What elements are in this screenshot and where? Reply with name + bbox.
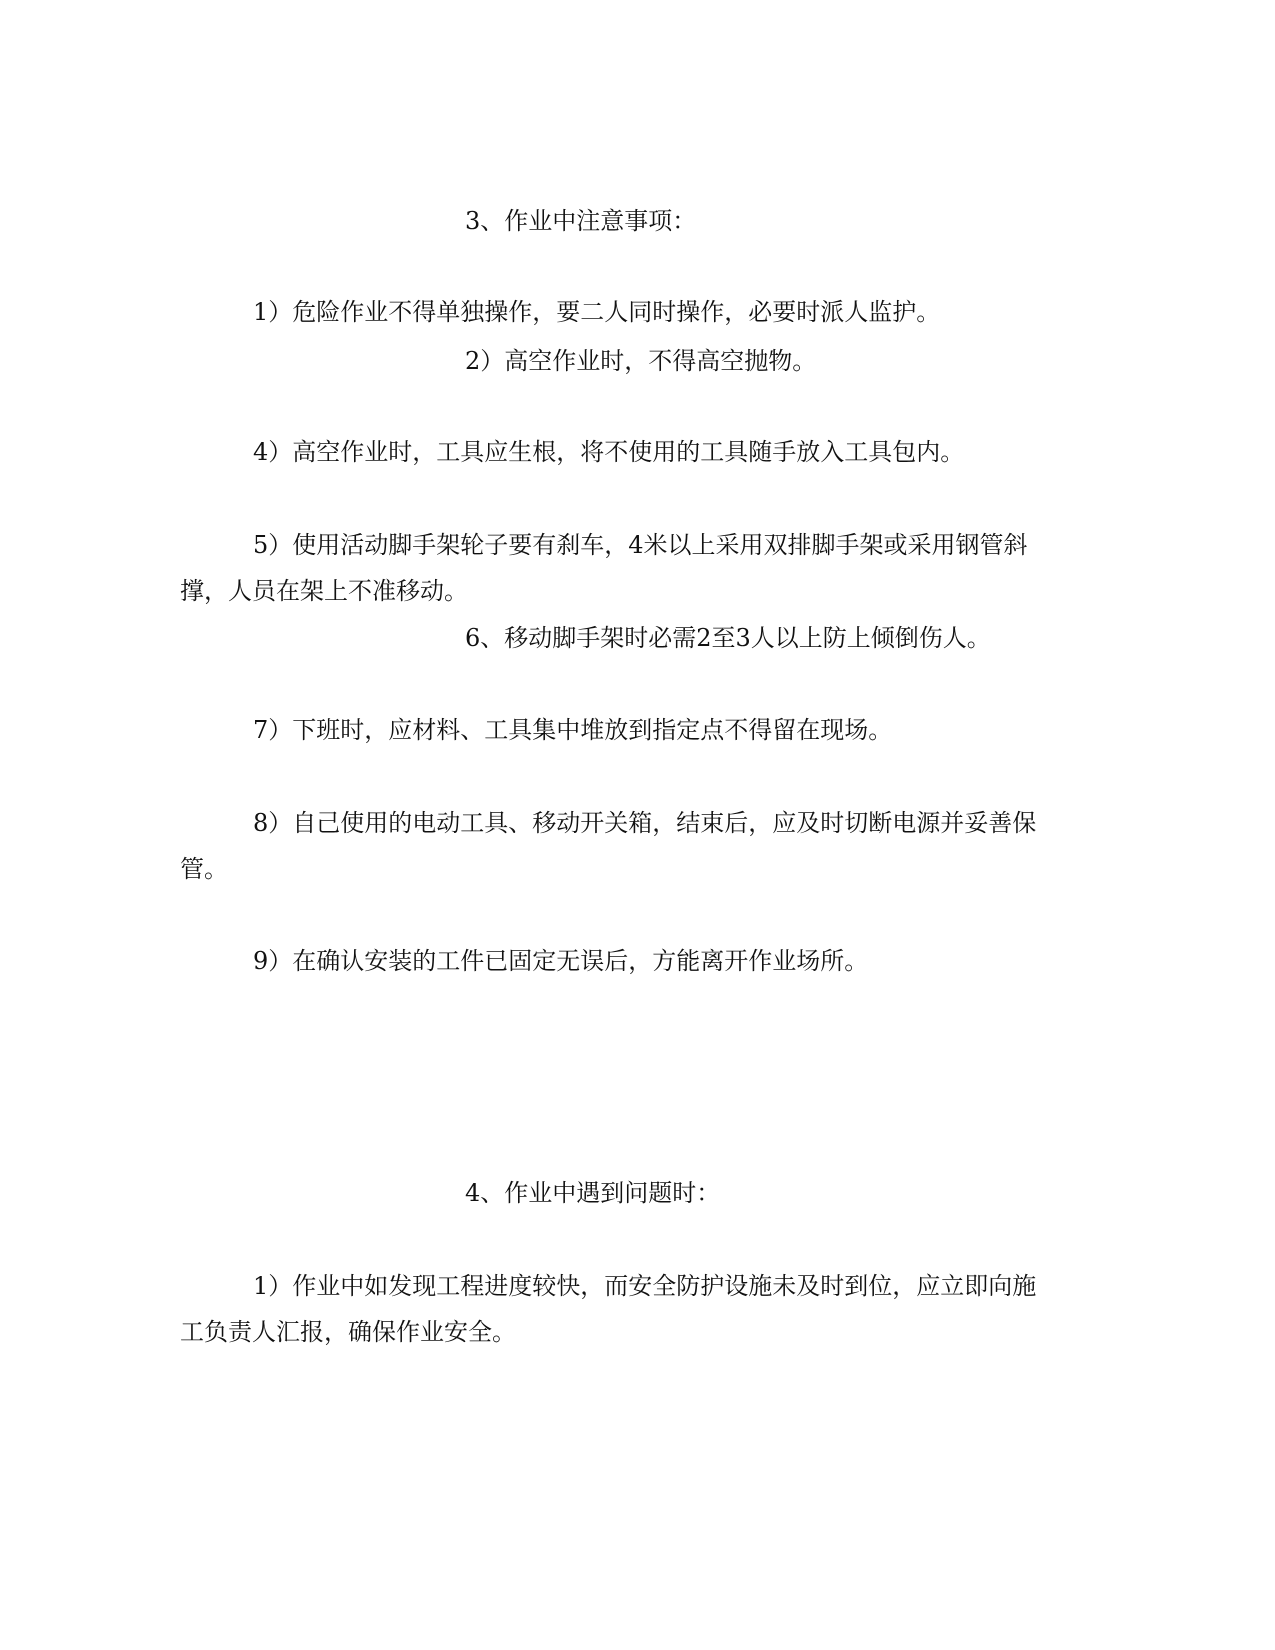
section-4-heading: 4、作业中遇到问题时： <box>465 1179 721 1207</box>
section-3-item-6: 6、移动脚手架时必需2至3人以上防上倾倒伤人。 <box>465 624 991 652</box>
section-3-heading: 3、作业中注意事项： <box>465 207 697 235</box>
section-3-item-4: 4）高空作业时，工具应生根，将不使用的工具随手放入工具包内。 <box>253 438 965 466</box>
section-3-item-9: 9）在确认安装的工件已固定无误后，方能离开作业场所。 <box>253 947 869 975</box>
section-4-item-1-line-1: 1）作业中如发现工程进度较快，而安全防护设施未及时到位，应立即向施 <box>253 1272 1037 1300</box>
section-4-item-1-line-2: 工负责人汇报，确保作业安全。 <box>180 1318 516 1346</box>
section-3-item-8-line-1: 8）自己使用的电动工具、移动开关箱，结束后，应及时切断电源并妥善保 <box>253 809 1037 837</box>
section-3-item-1: 1）危险作业不得单独操作，要二人同时操作，必要时派人监护。 <box>253 298 941 326</box>
section-3-item-5-line-2: 撑，人员在架上不准移动。 <box>180 577 468 605</box>
section-3-item-7: 7）下班时，应材料、工具集中堆放到指定点不得留在现场。 <box>253 716 893 744</box>
section-3-item-2: 2）高空作业时，不得高空抛物。 <box>465 347 817 375</box>
section-3-item-8-line-2: 管。 <box>180 855 228 883</box>
section-3-item-5-line-1: 5）使用活动脚手架轮子要有刹车，4米以上采用双排脚手架或采用钢管斜 <box>253 531 1028 559</box>
